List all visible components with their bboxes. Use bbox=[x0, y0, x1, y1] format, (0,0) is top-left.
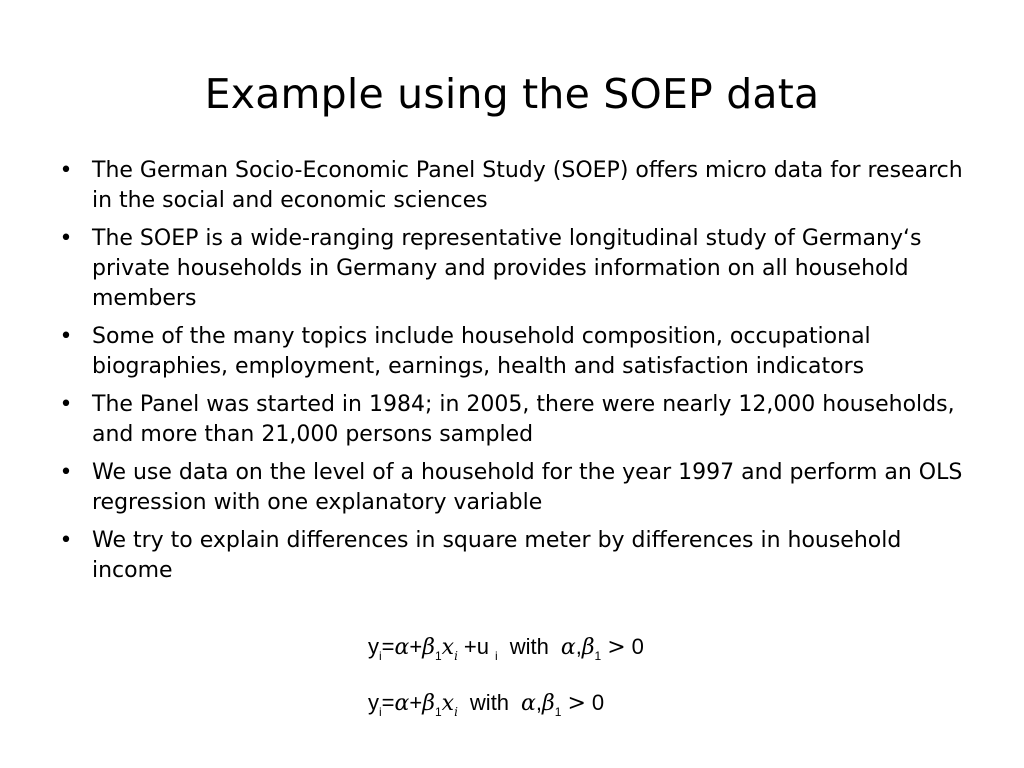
bullet-text: The SOEP is a wide-ranging representative longitudinal study of Germany‘s private households in Germany and provides information on all household members bbox=[92, 226, 922, 311]
eq-x: x bbox=[441, 691, 455, 716]
eq-beta-subscript: 1 bbox=[434, 649, 442, 663]
eq-x: x bbox=[441, 635, 455, 660]
bullet-icon: • bbox=[59, 392, 73, 417]
regression-equation-with-error bbox=[368, 632, 644, 671]
eq-y-subscript: i bbox=[379, 649, 382, 663]
eq-beta: β bbox=[422, 635, 435, 660]
eq-comma: , bbox=[535, 690, 543, 715]
bullet-item bbox=[58, 322, 988, 382]
bullet-text: The Panel was started in 1984; in 2005, there were nearly 12,000 households, and more than 21,000 persons sampled bbox=[92, 392, 955, 447]
bullet-item bbox=[58, 390, 988, 450]
eq-alpha: α bbox=[560, 635, 576, 660]
bullet-icon: • bbox=[59, 528, 73, 553]
eq-beta: β bbox=[422, 691, 435, 716]
bullet-text: We try to explain differences in square meter by differences in household income bbox=[92, 528, 902, 583]
eq-x-subscript: i bbox=[454, 705, 458, 719]
eq-greater-than: > bbox=[567, 691, 586, 716]
eq-alpha: α bbox=[521, 691, 536, 716]
eq-plus: + bbox=[463, 634, 477, 659]
eq-equals: = bbox=[381, 690, 395, 715]
eq-u-subscript: i bbox=[495, 649, 498, 663]
eq-beta-subscript: 1 bbox=[434, 705, 442, 719]
eq-x-subscript: i bbox=[454, 649, 458, 663]
eq-beta: β bbox=[581, 635, 595, 660]
bullet-item bbox=[58, 458, 988, 518]
eq-y: y bbox=[368, 634, 379, 659]
bullet-text: The German Socio-Economic Panel Study (SOEP) offers micro data for research in the social and economic sciences bbox=[92, 158, 963, 213]
bullet-text: We use data on the level of a household for the year 1997 and perform an OLS regression with one explanatory variable bbox=[92, 460, 963, 515]
bullet-item bbox=[58, 526, 988, 586]
bullet-text: Some of the many topics include household composition, occupational biographies, employment, earnings, health and satisfaction indicators bbox=[92, 324, 871, 379]
regression-equation-fitted bbox=[368, 688, 604, 727]
eq-y: y bbox=[368, 690, 379, 715]
eq-with: with bbox=[509, 634, 549, 659]
eq-plus: + bbox=[409, 690, 423, 715]
eq-with: with bbox=[469, 690, 510, 715]
eq-zero: 0 bbox=[631, 634, 644, 659]
bullet-icon: • bbox=[59, 226, 73, 251]
eq-alpha: α bbox=[394, 635, 410, 660]
slide-title: Example using the SOEP data bbox=[204, 70, 820, 118]
bullet-item bbox=[58, 224, 988, 314]
eq-beta-subscript: 1 bbox=[594, 649, 602, 663]
eq-alpha: α bbox=[394, 691, 410, 716]
eq-u: u bbox=[476, 634, 490, 659]
eq-greater-than: > bbox=[607, 635, 626, 660]
eq-y-subscript: i bbox=[379, 705, 382, 719]
bullet-list bbox=[58, 156, 988, 594]
bullet-item bbox=[58, 156, 988, 216]
eq-zero: 0 bbox=[591, 690, 605, 715]
bullet-icon: • bbox=[59, 460, 73, 485]
eq-beta-subscript: 1 bbox=[554, 705, 562, 719]
eq-beta: β bbox=[542, 691, 555, 716]
eq-equals: = bbox=[381, 634, 395, 659]
eq-plus: + bbox=[409, 634, 423, 659]
eq-comma: , bbox=[575, 634, 582, 659]
bullet-icon: • bbox=[59, 324, 73, 349]
bullet-icon: • bbox=[59, 158, 73, 183]
